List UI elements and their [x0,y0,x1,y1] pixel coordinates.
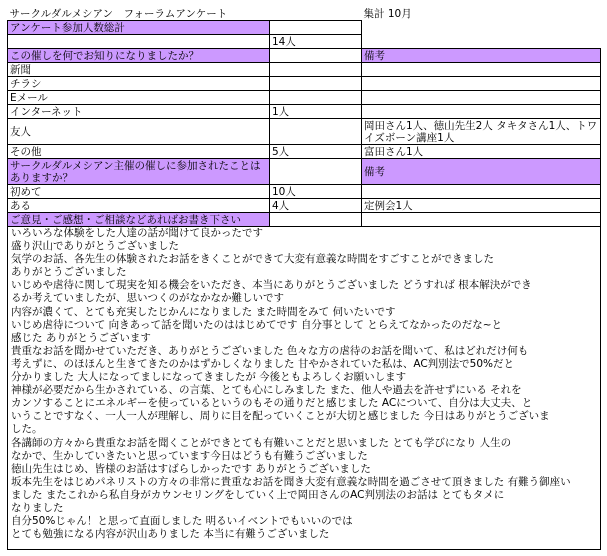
source-question-row [8,49,601,63]
comment-line: ました またこれから私自身がカウンセリングをしていく上で岡田さんのAC判別法のお話は とてもタメに [11,488,505,501]
comment-line: ありがとうございました [11,266,127,279]
option-count: 4人 [270,199,362,213]
option-remark [362,105,601,119]
attendance-row-first-time [8,185,601,199]
option-label: インターネット [8,105,270,119]
source-question-label: この催しを何でお知りになりましたか？ [8,49,270,63]
option-remark: 富田さん1人 [362,145,601,159]
comments-body [8,227,601,550]
comment-line: るか考えていましたが、思いつくのがなかなか難しいです [11,292,284,305]
comment-line: なかで、生かしていきたいと思っています今日はどうも有難うございました [11,449,368,462]
option-remark [362,77,601,91]
comment-line: 各講師の方々から貴重なお話を聞くことができとても有難いことだと思いました とても学びになり 人生の [11,436,512,449]
comment-line: 考えずに、のほほんと生きてきたのかはずかしくなりました 甘やかされていた私は、AC判別法で50%だと [11,357,515,370]
comments-header-row [8,213,601,227]
participants-count: 14人 [270,35,362,49]
comment-line: 分かりました 大人になってましになってきましたが 今後ともよろしくお願いします [11,371,407,384]
option-label: 初めて [8,185,270,199]
comment-line: なりました [11,501,64,514]
option-remark: 岡田さん1人、徳山先生2人 タキタさん1人、トワイズボーン講座1人 [362,119,601,145]
comments-header: ご意見・ご感想・ご相談などあればお書き下さい [8,213,270,227]
comment-lines [11,227,597,541]
participants-count-row [8,35,601,49]
source-row-newspaper [8,63,601,77]
option-remark [362,185,601,199]
option-label: チラシ [8,77,270,91]
comment-line: 神様が必要だから生かされている、の言葉、とても心にしみました また、他人や過去を許せずにいる それを [11,384,522,397]
comment-line: とても勉強になる内容が沢山ありました 本当に有難うございました [11,528,330,541]
option-count: 10人 [270,185,362,199]
sheet-title: サークルダルメシアン フォーラムアンケート [9,7,228,20]
source-row-internet [8,105,601,119]
option-count [270,91,362,105]
comment-line: 徳山先生はじめ、皆様のお話はすばらしかったです ありがとうございました [11,462,371,475]
option-label: その他 [8,145,270,159]
option-count: 1人 [270,105,362,119]
comment-line: 感じた ありがとうございます [11,331,151,344]
option-remark [362,91,601,105]
comment-line: カンソすることにエネルギーを使っているというのもその通りだと感じました ACについて、自分は大丈夫、と [11,397,533,410]
option-count: 5人 [270,145,362,159]
source-row-email [8,91,601,105]
comments-body-row [8,227,601,550]
participants-label: アンケート参加人数総計 [8,21,270,35]
option-count [270,119,362,145]
source-row-flyer [8,77,601,91]
option-label: 友人 [8,119,270,145]
option-remark [362,63,601,77]
comment-line: 盛り沢山でありがとうございました [11,240,179,253]
source-row-friend [8,119,601,145]
option-count [270,77,362,91]
comment-line: いじめ虐待について 向きあって話を聞いたのははじめてです 自分事として とらえてなかったのだな~と [11,318,502,331]
source-remarks-header: 備考 [362,49,601,63]
comment-line: 貴重なお話を聞かせていただき、ありがとうございました 色々な方の虐待のお話を聞いて、私はどれだけ何も [11,344,529,357]
option-label: ある [8,199,270,213]
comment-line: 内容が濃くて、とても充実したじかんになりました また時間をみて 伺いたいです [11,305,396,318]
title-row [8,7,601,21]
source-row-other [8,145,601,159]
comment-line: した。 [11,423,43,436]
option-label: Eメール [8,91,270,105]
comment-line: いじめや虐待に関して現実を知る機会をいただき、本当にありがとうございました どうすれば 根本解決ができ [11,279,532,292]
period-label: 集計 10月 [363,7,412,20]
attendance-question-row [8,159,601,185]
comment-line: 気学のお話、各先生の体験されたお話をきくことができて大変有意義な時間をすごすことができました [11,253,494,266]
comment-line: いうことですなく、一人一人が理解し、周りに目を配っていくことが大切と感じました 今日はありがとうございま [11,410,550,423]
option-remark: 定例会1人 [362,199,601,213]
attendance-question-label: サークルダルメシアン主催の催しに参加されたことはありますか？ [8,159,270,185]
comment-line: 自分50%じゃん！と思って直面しました 明るいイベントでもいいのでは [11,515,353,528]
option-count [270,63,362,77]
option-label: 新聞 [8,63,270,77]
attendance-row-attended [8,199,601,213]
participants-header-row [8,21,601,35]
attendance-remarks-header: 備考 [362,159,601,185]
comment-line: いろいろな体験をした人達の話が聞けて良かったです [11,227,263,239]
comment-line: 坂本先生をはじめパネリストの方々の非常に貴重なお話を聞き大変有意義な時間を過ごさせて頂きました 有難う御座い [11,475,571,488]
survey-sheet [7,7,601,550]
